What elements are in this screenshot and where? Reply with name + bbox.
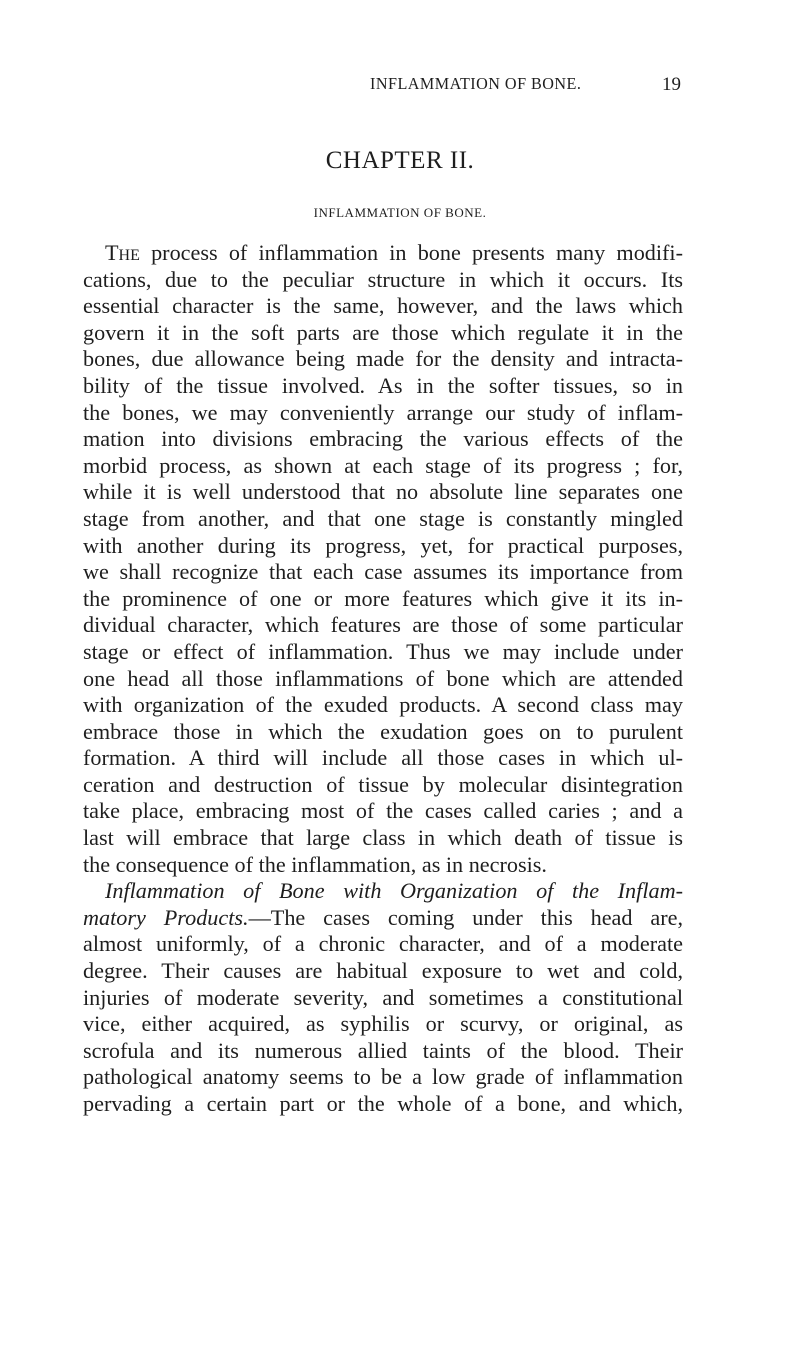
paragraph-1-line: stage from another, and that one stage is constantly mingled: [83, 505, 683, 531]
chapter-title: CHAPTER II.: [325, 147, 475, 174]
paragraph-1-line: with another during its progress, yet, for practical purposes,: [83, 532, 683, 558]
paragraph-2-line: pathological anatomy seems to be a low grade of inflammation: [83, 1064, 683, 1090]
paragraph-1-line: bility of the tissue involved. As in the softer tissues, so in: [83, 372, 683, 398]
paragraph-1-line: essential character is the same, however, and the laws which: [83, 293, 683, 319]
section-heading-end: matory Products.: [83, 904, 249, 930]
paragraph-1-line: stage or effect of inflammation. Thus we may include under: [83, 638, 683, 664]
paragraph-2-line: almost uniformly, of a chronic character, and of a moderate: [83, 931, 683, 957]
paragraph-1-line: ceration and destruction of tissue by molecular disintegration: [83, 771, 683, 797]
paragraph-2-line: degree. Their causes are habitual exposure to wet and cold,: [83, 958, 683, 984]
paragraph-1-line: govern it in the soft parts are those which regulate it in the: [83, 319, 683, 345]
page-number: 19: [662, 74, 681, 95]
paragraph-1-line: embrace those in which the exudation goes on to purulent: [83, 718, 683, 744]
paragraph-1-line: the prominence of one or more features which give it its in-: [83, 585, 683, 611]
paragraph-2-line: pervading a certain part or the whole of a bone, and which,: [83, 1091, 683, 1116]
paragraph-2-line: matory Products.—The cases coming under this head are,: [83, 904, 683, 930]
paragraph-1-line: formation. A third will include all those cases in which ul-: [83, 745, 683, 771]
paragraph-1-line: while it is well understood that no absolute line separates one: [83, 479, 683, 505]
chapter-subtitle: INFLAMMATION OF BONE.: [313, 205, 487, 220]
paragraph-1-line: mation into divisions embracing the various effects of the: [83, 426, 683, 452]
paragraph-1-line: with organization of the exuded products. A second class may: [83, 692, 683, 718]
paragraph-1-line: the bones, we may conveniently arrange our study of inflam-: [83, 399, 683, 425]
paragraph-1-line: take place, embracing most of the cases called caries ; and a: [83, 798, 683, 824]
paragraph-1-line: we shall recognize that each case assumes its importance from: [83, 559, 683, 585]
body-text: [83, 240, 683, 1118]
paragraph-1-line: last will embrace that large class in which death of tissue is: [83, 825, 683, 851]
paragraph-lead-word: The: [105, 240, 140, 265]
paragraph-1-line: cations, due to the peculiar structure in which it occurs. Its: [83, 266, 683, 292]
paragraph-1-line: one head all those inflammations of bone which are attended: [83, 665, 683, 691]
paragraph-1-line: bones, due allowance being made for the density and intracta-: [83, 346, 683, 372]
paragraph-1-line: the consequence of the inflammation, as in necrosis.: [83, 851, 547, 877]
paragraph-1-line: dividual character, which features are those of some particular: [83, 612, 683, 638]
section-heading-line: Inflammation of Bone with Organization of the Inflam-: [105, 878, 683, 904]
paragraph-2-line: scrofula and its numerous allied taints of the blood. Their: [83, 1037, 683, 1063]
paragraph-1-line: morbid process, as shown at each stage of its progress ; for,: [83, 452, 683, 478]
paragraph-2-line: injuries of moderate severity, and sometimes a constitutional: [83, 984, 683, 1010]
paragraph-2-line: vice, either acquired, as syphilis or scurvy, or original, as: [83, 1011, 683, 1037]
running-head: INFLAMMATION OF BONE.: [370, 74, 582, 93]
paragraph-1-line: The process of inflammation in bone presents many modifi-: [105, 240, 683, 265]
